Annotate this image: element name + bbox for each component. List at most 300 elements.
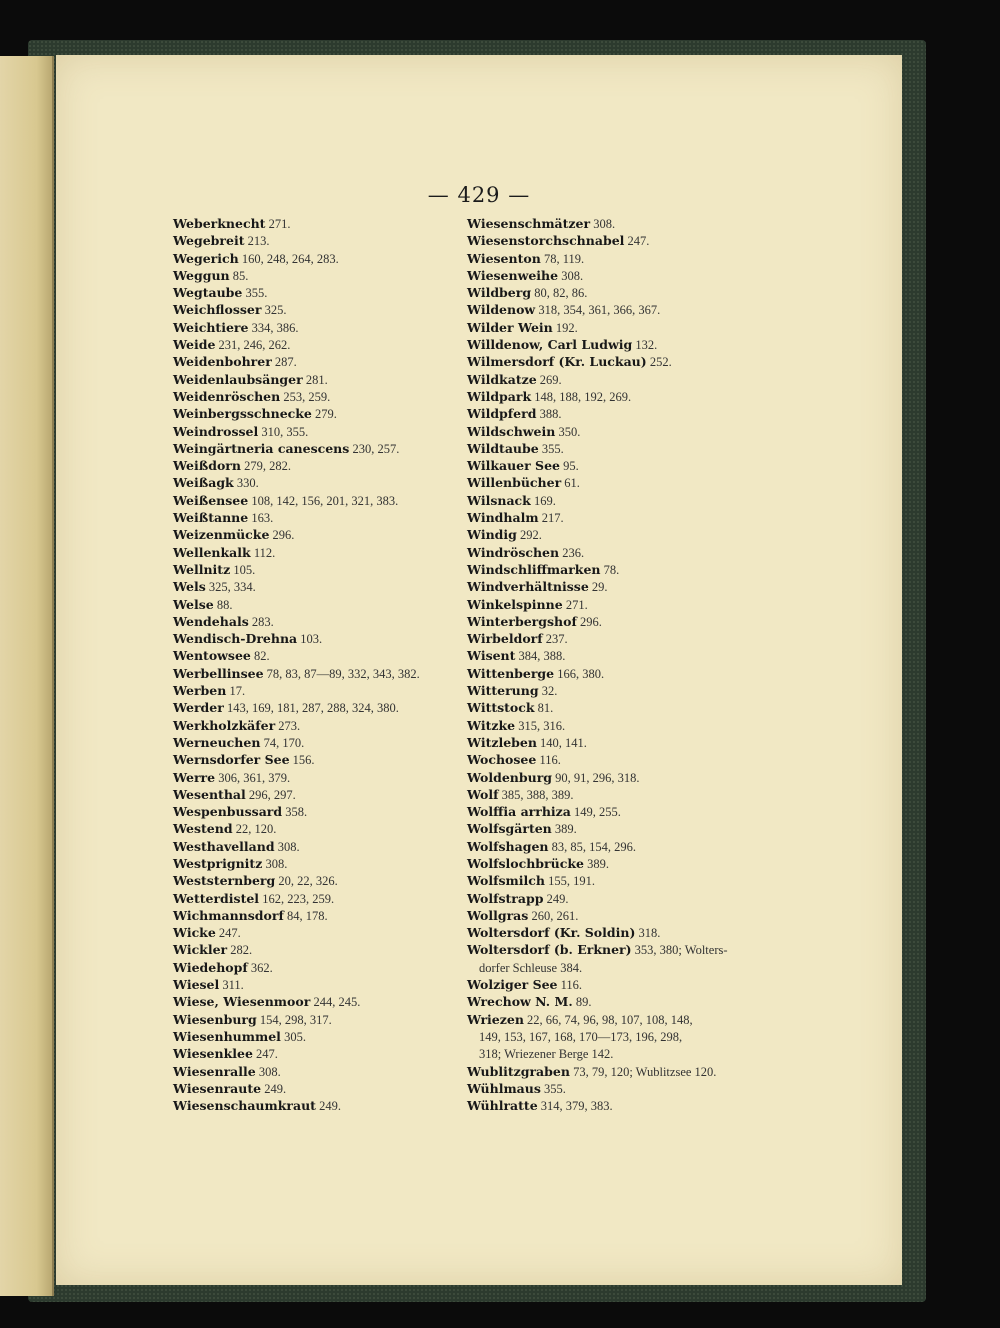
index-page-refs: 89. [575, 995, 592, 1010]
index-term: Weberknecht [173, 216, 266, 231]
index-term: Weißtanne [173, 510, 249, 526]
index-term: Weststernberg [173, 873, 276, 889]
index-entry [173, 751, 473, 768]
index-term: Wiesenraute [173, 1080, 262, 1096]
index-page-refs: 311. [222, 978, 244, 993]
index-page-refs: 308. [277, 839, 300, 854]
index-entry [467, 1028, 767, 1045]
index-page-refs: 310, 355. [261, 424, 309, 439]
index-entry [173, 544, 473, 561]
index-term: Weidenröschen [173, 388, 281, 404]
index-term: Woldenburg [467, 769, 553, 785]
index-entry [173, 1045, 473, 1062]
index-page-refs: 162, 223, 259. [262, 891, 335, 906]
index-page-refs: 279. [315, 407, 337, 422]
index-entry [467, 924, 767, 941]
index-page-refs: 192. [555, 320, 578, 335]
index-term: Wiesel [173, 977, 220, 993]
index-entry [467, 976, 767, 993]
index-page-refs: 95. [563, 459, 579, 474]
index-page-refs: 308. [561, 268, 584, 283]
index-page-refs: 149, 153, 167, 168, 170—173, 196, 298, [479, 1029, 683, 1044]
index-term: Witzleben [467, 734, 537, 750]
index-page-refs: 149, 255. [574, 805, 621, 820]
index-term: Wolffia arrhiza [467, 804, 571, 820]
index-entry [467, 319, 767, 336]
index-page-refs: 80, 82, 86. [534, 286, 588, 301]
index-page-refs: 260, 261. [531, 908, 579, 923]
index-entry [467, 405, 767, 422]
index-page-refs: 103. [300, 632, 323, 647]
index-entry [173, 267, 473, 284]
index-entry [467, 336, 767, 353]
index-entry [467, 665, 767, 682]
index-term: Wetterdistel [173, 890, 260, 906]
index-page-refs: 249. [319, 1099, 341, 1114]
index-term: Weißdorn [173, 458, 241, 474]
index-entry [467, 959, 767, 976]
index-entry [467, 353, 767, 370]
index-entry [467, 232, 767, 249]
index-page-refs: 154, 298, 317. [259, 1012, 332, 1027]
index-page-refs: 389. [587, 856, 609, 871]
index-entry [173, 371, 473, 388]
index-page-refs: 296, 297. [248, 787, 296, 802]
index-entry [173, 215, 473, 232]
index-term: Wichmannsdorf [173, 907, 284, 923]
index-entry [173, 474, 473, 491]
index-term: Wiesenschmätzer [467, 216, 591, 231]
index-term: Wriezen [467, 1011, 524, 1027]
index-entry [173, 647, 473, 664]
index-term: Winterbergshof [467, 613, 577, 629]
index-page-refs: 112. [253, 545, 276, 560]
index-entry [467, 890, 767, 907]
index-page-refs: 32. [541, 684, 558, 699]
index-entry [173, 388, 473, 405]
index-entry [467, 1063, 767, 1080]
index-page-refs: 282. [230, 943, 253, 958]
index-page-refs: 247. [627, 234, 650, 249]
index-term: Wegebreit [173, 233, 245, 249]
index-term: Wolfsgärten [467, 821, 552, 837]
index-term: Wildschwein [467, 423, 556, 439]
index-page-refs: 213. [247, 234, 270, 249]
index-entry [173, 665, 473, 682]
index-page-refs: 389. [554, 822, 577, 837]
index-term: Westend [173, 821, 233, 837]
index-term: Wentowsee [173, 648, 251, 664]
index-page-refs: 247. [218, 926, 241, 941]
index-term: Weizenmücke [173, 527, 270, 543]
index-entry [467, 803, 767, 820]
index-term: Windschliffmarken [467, 561, 601, 577]
index-page-refs: 230, 257. [352, 441, 400, 456]
index-term: Wespenbussard [173, 804, 283, 820]
index-entry [467, 647, 767, 664]
index-page-refs: 217. [541, 511, 564, 526]
index-page-refs: 358. [285, 805, 308, 820]
index-page-refs: 78, 83, 87—89, 332, 343, 382. [266, 666, 420, 681]
index-entry [173, 250, 473, 267]
index-entry [467, 613, 767, 630]
index-term: Wiedehopf [173, 959, 248, 975]
index-entry [467, 509, 767, 526]
index-term: Wildkatze [467, 371, 537, 387]
index-entry [173, 959, 473, 976]
index-page-refs: 160, 248, 264, 283. [241, 251, 339, 266]
index-term: Westprignitz [173, 855, 263, 871]
index-entry [173, 353, 473, 370]
index-entry [173, 596, 473, 613]
index-term: Wegerich [173, 250, 239, 266]
index-term: Woltersdorf (Kr. Soldin) [467, 925, 636, 941]
index-entry [173, 336, 473, 353]
index-page-refs: 306, 361, 379. [218, 770, 291, 785]
index-term: Weichtiere [173, 319, 249, 335]
index-term: Wilmersdorf (Kr. Luckau) [467, 354, 647, 370]
index-term: Wesenthal [173, 786, 246, 802]
index-term: Wilsnack [467, 492, 531, 508]
index-entry [173, 630, 473, 647]
index-page-refs: 249. [264, 1081, 287, 1096]
index-page-refs: 279, 282. [244, 459, 291, 474]
index-page-refs: 116. [560, 978, 583, 993]
index-term: Winkelspinne [467, 596, 563, 612]
index-entry [173, 924, 473, 941]
index-term: Witzke [467, 717, 516, 733]
index-entry [173, 699, 473, 716]
index-term: Wittenberge [467, 665, 555, 681]
index-column-left [173, 215, 473, 1114]
index-term: Wildpferd [467, 406, 537, 422]
index-entry [173, 232, 473, 249]
index-entry [173, 319, 473, 336]
index-entry [173, 578, 473, 595]
index-page-refs: 325. [264, 303, 287, 318]
index-term: Weißagk [173, 475, 234, 491]
previous-page-edge [0, 56, 54, 1296]
index-term: Weinbergsschnecke [173, 406, 312, 422]
index-page-refs: 334, 386. [251, 320, 299, 335]
index-term: Wiesenburg [173, 1011, 257, 1027]
index-term: Wickler [173, 942, 228, 958]
index-page-refs: 237. [545, 632, 568, 647]
index-term: Wildpark [467, 388, 532, 404]
index-page-refs: 362. [250, 960, 273, 975]
index-entry [173, 440, 473, 457]
index-entry [467, 872, 767, 889]
index-entry [467, 596, 767, 613]
index-term: Werneuchen [173, 734, 261, 750]
index-entry [467, 492, 767, 509]
index-term: Wühlratte [467, 1098, 538, 1114]
index-term: Wirbeldorf [467, 631, 543, 647]
index-entry [173, 509, 473, 526]
index-term: Wolziger See [467, 977, 558, 993]
index-page-refs: 78. [603, 562, 620, 577]
index-page-refs: 292. [520, 528, 542, 543]
index-term: Willdenow, Carl Ludwig [467, 337, 633, 353]
index-entry [467, 1080, 767, 1097]
index-term: Wolfshagen [467, 838, 549, 854]
index-page-refs: 353, 380; Wolters- [634, 943, 728, 958]
index-page-refs: 105. [233, 562, 256, 577]
index-entry [467, 820, 767, 837]
index-entry [173, 872, 473, 889]
index-page-refs: 83, 85, 154, 296. [551, 839, 636, 854]
index-entry [173, 734, 473, 751]
index-entry [173, 855, 473, 872]
index-term: Wolfsmilch [467, 873, 545, 889]
index-term: Wochosee [467, 752, 537, 768]
index-page-refs: 84, 178. [286, 908, 328, 923]
index-entry [467, 250, 767, 267]
index-entry [467, 838, 767, 855]
index-page-refs: 22, 66, 74, 96, 98, 107, 108, 148, [527, 1012, 693, 1027]
index-page-refs: 85. [232, 268, 249, 283]
index-page-refs: 355. [245, 286, 268, 301]
index-entry [467, 630, 767, 647]
index-term: Wilder Wein [467, 319, 553, 335]
index-page-refs: 318, 354, 361, 366, 367. [538, 303, 661, 318]
index-entry [173, 838, 473, 855]
index-page-refs: 249. [546, 891, 569, 906]
index-column-right [467, 215, 767, 1114]
index-entry [173, 769, 473, 786]
index-entry [467, 786, 767, 803]
index-entry [173, 405, 473, 422]
index-page-refs: 140, 141. [540, 735, 587, 750]
index-entry [173, 941, 473, 958]
index-entry [467, 371, 767, 388]
index-page-refs: 273. [278, 718, 301, 733]
index-page-refs: 74, 170. [263, 735, 305, 750]
index-term: Wendisch-Drehna [173, 631, 298, 647]
index-page-refs: 281. [305, 372, 328, 387]
index-term: Weingärtneria canescens [173, 440, 350, 456]
index-page-refs: 283. [251, 614, 274, 629]
index-term: Wegtaube [173, 285, 243, 301]
index-term: Weidenbohrer [173, 354, 272, 370]
index-entry [173, 717, 473, 734]
index-entry [173, 1080, 473, 1097]
index-page-refs: 305. [284, 1029, 306, 1044]
index-entry [467, 578, 767, 595]
index-entry [173, 561, 473, 578]
index-term: Wublitzgraben [467, 1063, 570, 1079]
index-page-refs: 385, 388, 389. [501, 787, 574, 802]
index-entry [467, 423, 767, 440]
index-entry [173, 613, 473, 630]
index-page-refs: 236. [562, 545, 585, 560]
index-page-refs: 166, 380. [557, 666, 605, 681]
index-page-refs: 132. [635, 338, 658, 353]
index-term: Weißensee [173, 492, 249, 508]
index-term: Welse [173, 596, 214, 612]
index-page-refs: 116. [539, 753, 561, 768]
index-page-refs: 296. [272, 528, 295, 543]
index-entry [467, 1011, 767, 1028]
index-term: Wiesenstorchschnabel [467, 233, 625, 249]
index-term: Wellenkalk [173, 544, 251, 560]
index-term: Wendehals [173, 613, 249, 629]
index-term: Windhalm [467, 510, 539, 526]
index-page-refs: 81. [537, 701, 554, 716]
index-page-refs: 169. [533, 493, 556, 508]
index-entry [173, 1063, 473, 1080]
index-page-refs: 247. [256, 1047, 278, 1062]
index-page-refs: 308. [258, 1064, 281, 1079]
index-entry [467, 941, 767, 958]
index-term: Werbellinsee [173, 665, 264, 681]
index-entry [173, 423, 473, 440]
index-page-refs: 163. [251, 511, 274, 526]
index-entry [467, 769, 767, 786]
index-entry [467, 388, 767, 405]
index-page-refs: 82. [254, 649, 270, 664]
index-page-refs: 88. [216, 597, 233, 612]
index-term: Werder [173, 700, 224, 716]
index-page-refs: 314, 379, 383. [540, 1099, 613, 1114]
index-entry [467, 215, 767, 232]
index-entry [173, 803, 473, 820]
index-term: Wolfstrapp [467, 890, 544, 906]
index-term: Wiesenweihe [467, 267, 559, 283]
index-term: Windverhältnisse [467, 579, 589, 595]
index-term: Werre [173, 769, 216, 785]
page-number: — 429 — [427, 183, 531, 207]
index-page-refs: 308. [593, 217, 616, 231]
index-entry [467, 544, 767, 561]
index-page-refs: 244, 245. [313, 995, 361, 1010]
index-entry [467, 1097, 767, 1114]
index-entry [467, 717, 767, 734]
index-page-refs: 78, 119. [543, 251, 585, 266]
index-term: Wernsdorfer See [173, 752, 290, 768]
index-term: Wildtaube [467, 440, 539, 456]
index-entry [467, 474, 767, 491]
index-page-refs: 73, 79, 120; Wublitzsee 120. [573, 1064, 717, 1079]
index-entry [173, 1011, 473, 1028]
index-term: Wicke [173, 925, 216, 941]
index-term: Weidenlaubsänger [173, 371, 303, 387]
index-entry [173, 301, 473, 318]
index-entry [467, 682, 767, 699]
index-entry [467, 267, 767, 284]
index-term: Werkholzkäfer [173, 717, 276, 733]
index-page-refs: 29. [591, 580, 608, 595]
index-term: Wildenow [467, 302, 536, 318]
index-term: Weggun [173, 267, 230, 283]
index-page-refs: 271. [565, 597, 588, 612]
index-page [56, 55, 902, 1285]
index-term: Wildberg [467, 285, 532, 301]
index-entry [467, 301, 767, 318]
index-page-refs: 330. [236, 476, 259, 491]
index-page-refs: 148, 188, 192, 269. [534, 389, 632, 404]
index-entry [173, 907, 473, 924]
index-term: Weichflosser [173, 302, 262, 318]
index-term: Wolf [467, 786, 499, 802]
index-entry [173, 976, 473, 993]
index-term: Wiesenralle [173, 1063, 256, 1079]
index-entry [173, 820, 473, 837]
index-page-refs: 355. [544, 1081, 566, 1096]
index-page-refs: 350. [558, 424, 581, 439]
index-term: Westhavelland [173, 838, 275, 854]
index-term: Weide [173, 337, 216, 353]
index-entry [467, 907, 767, 924]
index-page-refs: 90, 91, 296, 318. [555, 770, 640, 785]
index-term: Witterung [467, 683, 539, 699]
index-entry [467, 699, 767, 716]
index-page-refs: 325, 334. [208, 580, 256, 595]
index-term: Wels [173, 579, 206, 595]
index-page-refs: 318. [638, 926, 661, 941]
index-entry [173, 993, 473, 1010]
index-entry [173, 1028, 473, 1045]
index-page-refs: 269. [539, 372, 562, 387]
index-term: Wrechow N. M. [467, 994, 573, 1010]
index-term: Wiesenton [467, 250, 541, 266]
index-page-refs: 17. [229, 684, 246, 699]
index-entry [173, 890, 473, 907]
index-page-refs: 355. [541, 441, 564, 456]
index-term: Woltersdorf (b. Erkner) [467, 942, 632, 958]
index-term: Wilkauer See [467, 458, 560, 474]
index-entry [173, 786, 473, 803]
index-entry [467, 1045, 767, 1062]
index-entry [467, 855, 767, 872]
index-term: Werben [173, 683, 227, 699]
index-term: Wühlmaus [467, 1080, 541, 1096]
index-term: Willenbücher [467, 475, 562, 491]
index-term: Wellnitz [173, 561, 231, 577]
index-term: Wisent [467, 648, 516, 664]
index-entry [173, 682, 473, 699]
index-page-refs: 155, 191. [548, 874, 595, 889]
index-page-refs: dorfer Schleuse 384. [479, 960, 583, 975]
index-entry [467, 561, 767, 578]
index-term: Windröschen [467, 544, 560, 560]
index-term: Windig [467, 527, 517, 543]
index-entry [467, 284, 767, 301]
index-entry [467, 526, 767, 543]
index-page-refs: 231, 246, 262. [218, 338, 291, 353]
index-term: Wiesenschaumkraut [173, 1098, 316, 1114]
index-term: Weindrossel [173, 423, 259, 439]
index-page-refs: 22, 120. [235, 822, 277, 837]
index-term: Wolfslochbrücke [467, 855, 584, 871]
index-page-refs: 296. [579, 614, 602, 629]
index-entry [467, 734, 767, 751]
index-term: Wollgras [467, 907, 529, 923]
index-entry [173, 284, 473, 301]
index-page-refs: 61. [564, 476, 580, 491]
index-page-refs: 308. [265, 856, 288, 871]
index-page-refs: 318; Wriezener Berge 142. [479, 1047, 614, 1062]
index-entry [467, 457, 767, 474]
index-page-refs: 271. [268, 217, 291, 231]
index-page-refs: 253, 259. [283, 389, 331, 404]
index-page-refs: 252. [649, 355, 672, 370]
index-entry [467, 440, 767, 457]
index-page-refs: 143, 169, 181, 287, 288, 324, 380. [226, 701, 399, 716]
index-page-refs: 315, 316. [518, 718, 566, 733]
index-entry [173, 1097, 473, 1114]
index-page-refs: 287. [274, 355, 297, 370]
